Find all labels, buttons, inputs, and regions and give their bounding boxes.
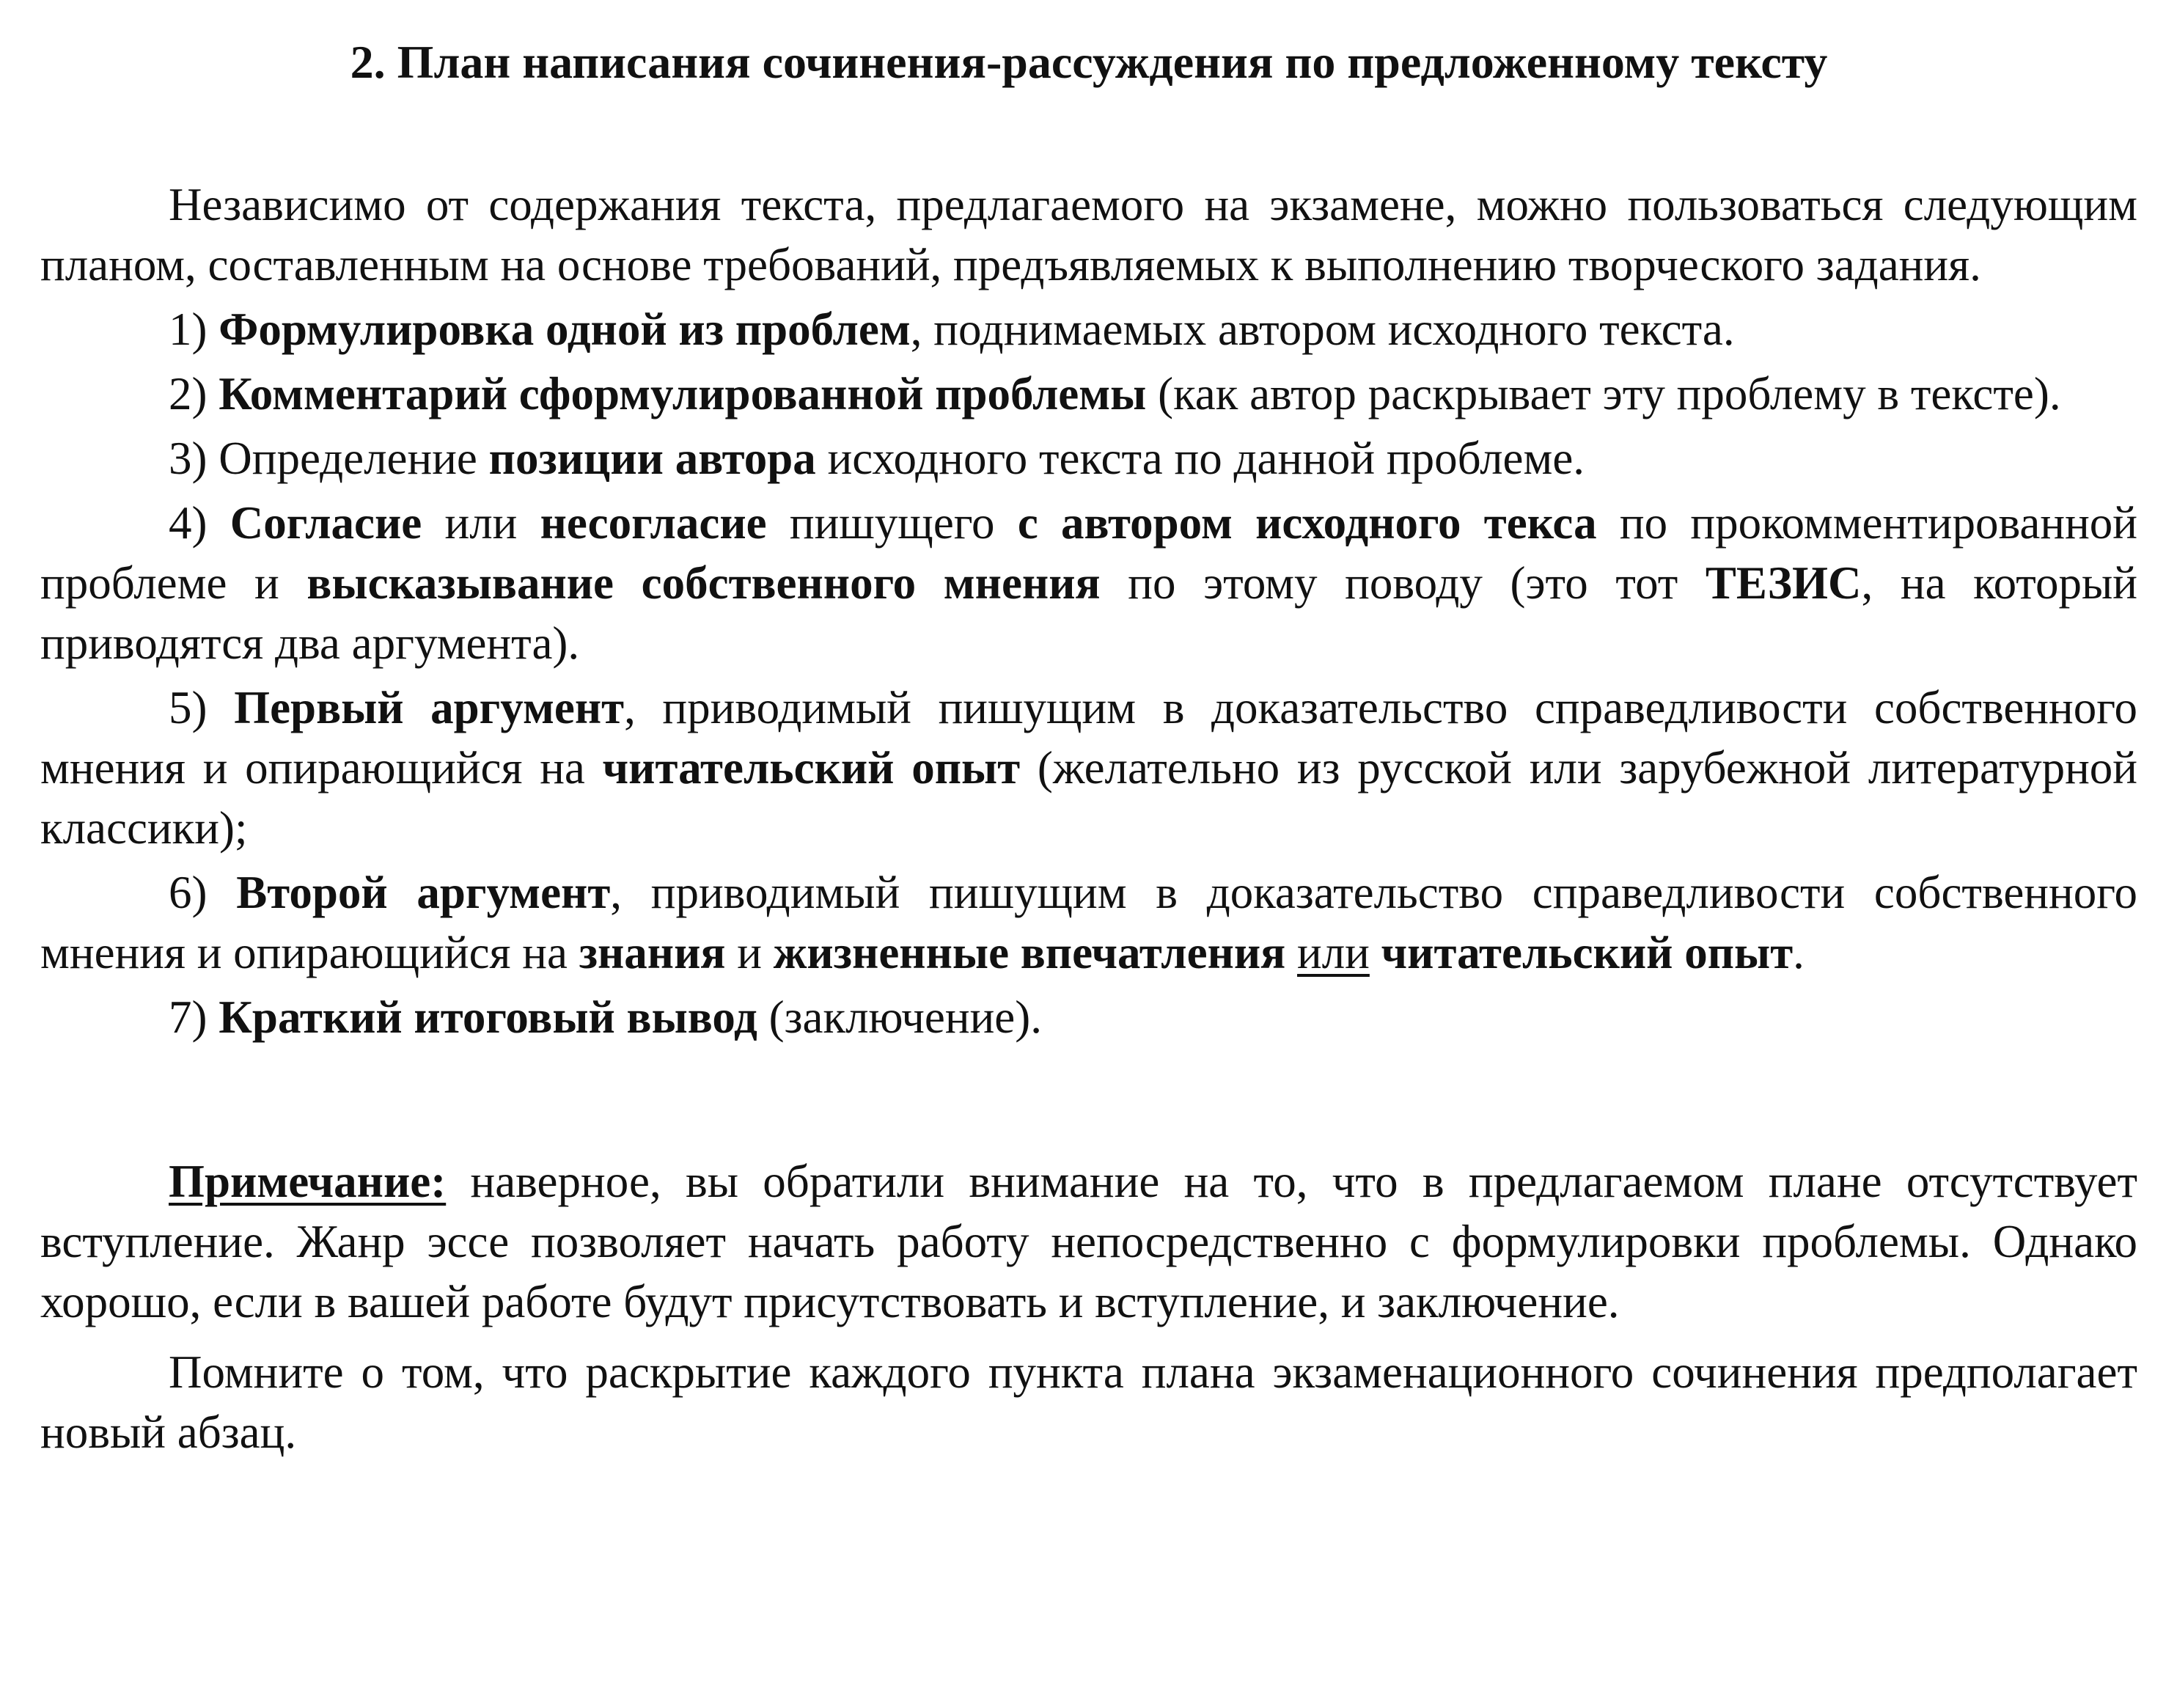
bold-text: знания (579, 927, 726, 978)
plan-item-5 (40, 678, 2137, 858)
note-text: наверное, вы обратили внимание на то, что в предлагаемом плане отсутствует вступление. Жанр эссе позволяет начать работу непосредственно с формулировки проблемы. Однако хорошо, если в вашей работе будут присутствовать и вступление, и заключение. (40, 1156, 2137, 1327)
bold-text: читательский опыт (1381, 927, 1794, 978)
note-label: Примечание: (169, 1156, 447, 1207)
item-number: 1) (169, 304, 208, 355)
plain-text: по этому поводу (это тот (1100, 557, 1706, 609)
plain-text: , приводимый пишущим в доказательство справедливости собственного мнения и опирающийся на (40, 867, 2137, 978)
bold-text: позиции автора (488, 433, 816, 484)
bold-text: Формулировка одной из проблем (219, 304, 911, 355)
document-page (40, 29, 2137, 1462)
plan-item-1 (40, 299, 2137, 359)
plan-item-3 (40, 428, 2137, 488)
plain-text (1285, 927, 1297, 978)
item-number: 5) (169, 682, 208, 733)
plain-text: пишущего (766, 497, 1018, 549)
item-number: 6) (169, 867, 208, 918)
item-number: 2) (169, 368, 208, 419)
plain-text: , поднимаемых автором исходного текста. (910, 304, 1735, 355)
bold-text: читательский опыт (602, 742, 1021, 793)
item-number: 7) (169, 992, 208, 1043)
bold-text: Первый аргумент (234, 682, 625, 733)
plain-text (1370, 927, 1381, 978)
plain-text: (как автор раскрывает эту проблему в тексте). (1146, 368, 2061, 419)
plain-text: исходного текста по данной проблеме. (815, 433, 1585, 484)
plain-text: и (725, 927, 774, 978)
plain-text: , приводимый пишущим в доказательство справедливости собственного мнения и опирающийся на (40, 682, 2138, 793)
plan-item-7 (40, 987, 2137, 1047)
plain-text: . (1793, 927, 1805, 978)
bold-text: Второй аргумент (236, 867, 611, 918)
plain-text: по прокомментированной проблеме и (40, 497, 2138, 609)
bold-text: Комментарий сформулированной проблемы (219, 368, 1147, 419)
plan-item-2 (40, 364, 2137, 424)
plain-text: (желательно из русской или зарубежной литературной классики); (40, 742, 2137, 854)
bold-text: жизненные впечатления (773, 927, 1286, 978)
plain-text: (заключение). (757, 992, 1042, 1043)
item-number: 4) (169, 497, 208, 549)
bold-text: ТЕЗИС (1705, 557, 1862, 609)
note-paragraph (40, 1151, 2137, 1332)
item-number: 3) (169, 433, 208, 484)
plain-text: или (422, 497, 540, 549)
page-title: 2. План написания сочинения-рассуждения по предложенному тексту (350, 36, 1828, 88)
plan-item-6 (40, 862, 2137, 983)
plain-text: , на который приводятся два аргумента). (40, 557, 2137, 669)
remember-paragraph: Помните о том, что раскрытие каждого пункта плана экзаменационного сочинения предполагает новый абзац. (40, 1346, 2137, 1458)
plain-text: Определение (219, 433, 489, 484)
bold-text: высказывание собственного мнения (306, 557, 1101, 609)
bold-text: с автором исходного текса (1017, 497, 1597, 549)
bold-text: Краткий итоговый вывод (219, 992, 757, 1043)
plan-item-4 (40, 493, 2137, 673)
bold-text: несогласие (540, 497, 767, 549)
section-gap (40, 1047, 2137, 1151)
bold-text: Согласие (230, 497, 422, 549)
underlined-text: или (1297, 927, 1370, 978)
intro-paragraph: Независимо от содержания текста, предлагаемого на экзамене, можно пользоваться следующим планом, составленным на основе требований, предъявляемых к выполнению творческого задания. (40, 179, 2137, 290)
